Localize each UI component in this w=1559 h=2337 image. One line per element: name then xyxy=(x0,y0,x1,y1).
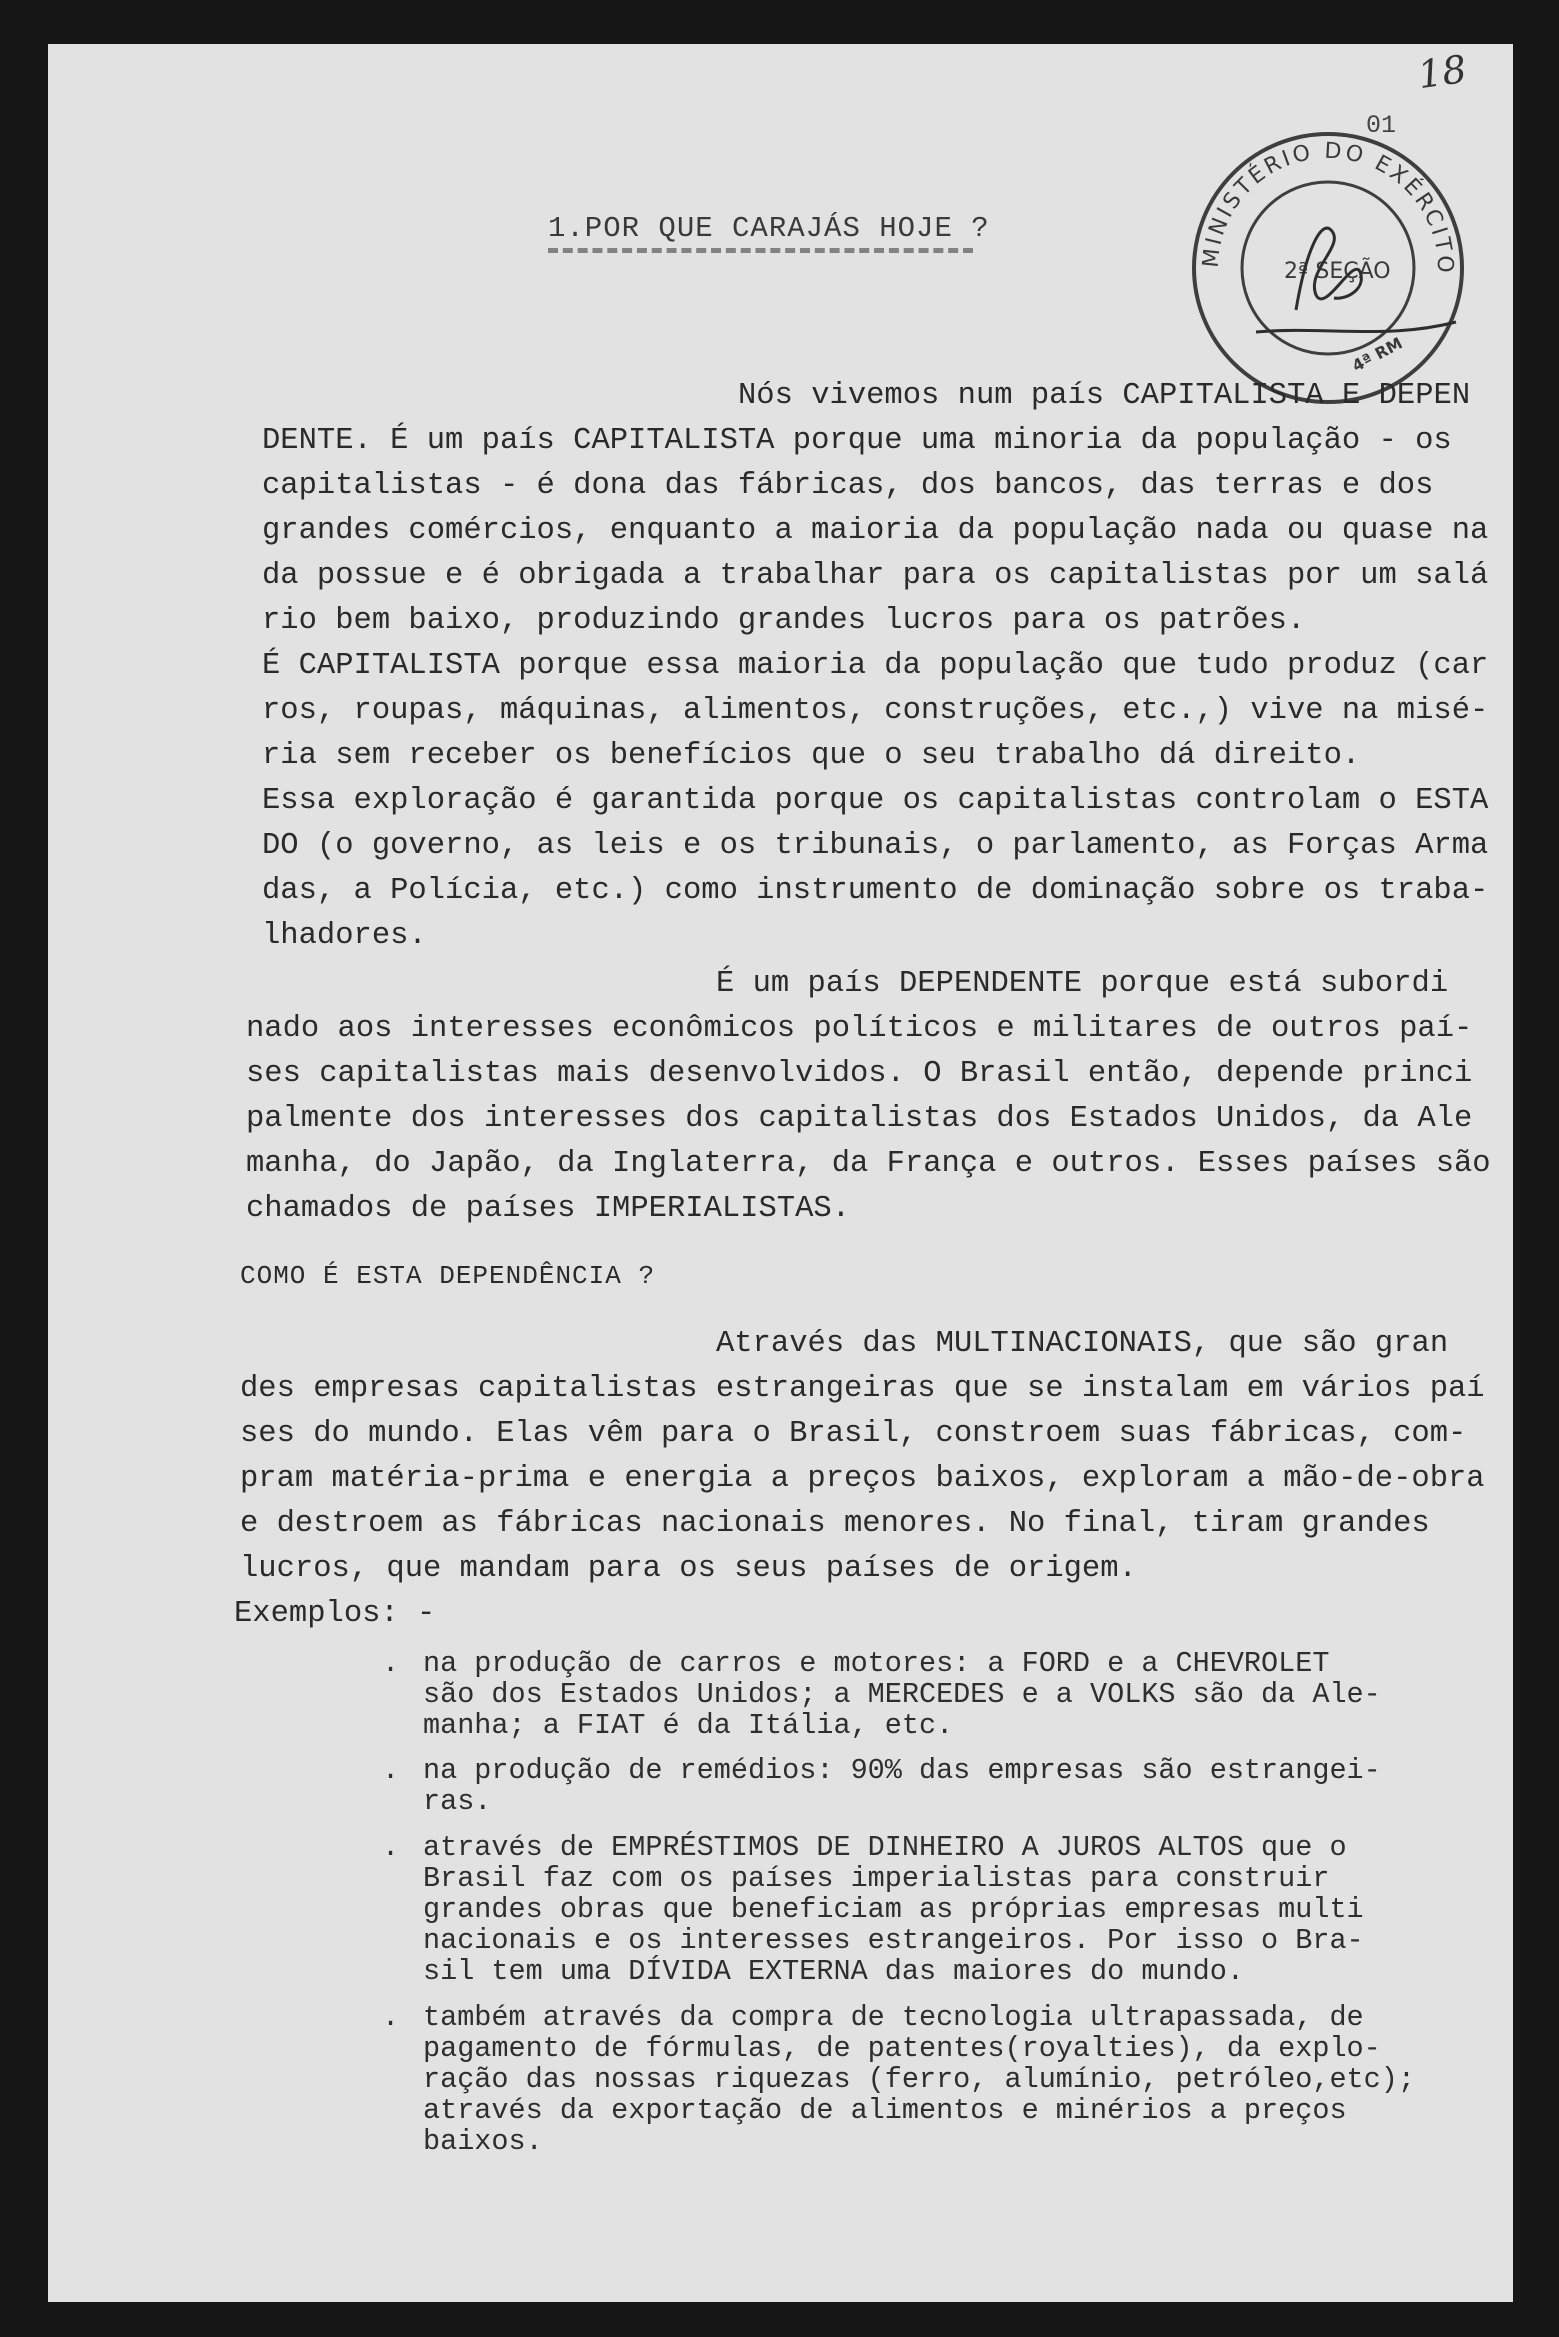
list-item-3-line-4: nacionais e os interesses estrangeiros. Por isso o Bra- xyxy=(423,1924,1364,1957)
list-item-4-line-3: ração das nossas riquezas (ferro, alumínio, petróleo,etc); xyxy=(423,2063,1415,2096)
list-bullet: . xyxy=(382,2001,400,2034)
list-item-1-line-3: manha; a FIAT é da Itália, etc. xyxy=(423,1709,954,1742)
list-item-2-line-1: na produção de remédios: 90% das empresas são estrangei- xyxy=(423,1754,1381,1787)
stamp-signature-underline xyxy=(1256,322,1456,332)
corner-code: 01 xyxy=(1366,111,1397,140)
body-line-16: ses capitalistas mais desenvolvidos. O Brasil então, depende princi xyxy=(246,1057,1473,1091)
title-underline xyxy=(548,248,973,253)
body-line-2: DENTE. É um país CAPITALISTA porque uma minoria da população - os xyxy=(262,424,1452,458)
body-line-14: É um país DEPENDENTE porque está subordi xyxy=(716,967,1449,1001)
stamp-bottom-text: 4ª RM xyxy=(1348,333,1406,376)
list-bullet: . xyxy=(382,1831,400,1864)
list-item-4-line-5: baixos. xyxy=(423,2125,543,2158)
body-line-21: des empresas capitalistas estrangeiras que se instalam em vários paí xyxy=(240,1372,1485,1406)
ministry-stamp xyxy=(1156,100,1496,420)
document-title: 1.POR QUE CARAJÁS HOJE ? xyxy=(548,212,990,245)
body-line-20: Através das MULTINACIONAIS, que são gran xyxy=(716,1327,1449,1361)
document-page xyxy=(48,44,1513,2302)
body-line-1: Nós vivemos num país CAPITALISTA E DEPEN xyxy=(738,379,1471,413)
list-item-1-line-2: são dos Estados Unidos; a MERCEDES e a VOLKS são da Ale- xyxy=(423,1678,1381,1711)
body-line-26: Exemplos: - xyxy=(234,1597,436,1631)
list-bullet: . xyxy=(382,1754,400,1787)
body-line-8: ros, roupas, máquinas, alimentos, construções, etc.,) vive na misé- xyxy=(262,694,1489,728)
stamp-arc-textpath: MINISTÉRIO DO EXÉRCITO xyxy=(1198,138,1458,276)
body-line-18: manha, do Japão, da Inglaterra, da França e outros. Esses países são xyxy=(246,1147,1491,1181)
list-item-1-line-1: na produção de carros e motores: a FORD e a CHEVROLET xyxy=(423,1647,1330,1680)
stamp-center-text: 2ª SEÇÃO xyxy=(1284,259,1391,284)
body-line-3: capitalistas - é dona das fábricas, dos bancos, das terras e dos xyxy=(262,469,1434,503)
list-item-2-line-2: ras. xyxy=(423,1785,492,1818)
list-item-3-line-2: Brasil faz com os países imperialistas para construir xyxy=(423,1862,1330,1895)
body-line-25: lucros, que mandam para os seus países de origem. xyxy=(240,1552,1137,1586)
list-item-4-line-1: também através da compra de tecnologia ultrapassada, de xyxy=(423,2001,1364,2034)
body-line-12: das, a Polícia, etc.) como instrumento de dominação sobre os traba- xyxy=(262,874,1489,908)
handwritten-page-number: 18 xyxy=(1415,46,1470,98)
section-heading: COMO É ESTA DEPENDÊNCIA ? xyxy=(240,1261,656,1291)
body-line-15: nado aos interesses econômicos políticos e militares de outros paí- xyxy=(246,1012,1473,1046)
body-line-10: Essa exploração é garantida porque os capitalistas controlam o ESTA xyxy=(262,784,1489,818)
list-item-3-line-1: através de EMPRÉSTIMOS DE DINHEIRO A JUROS ALTOS que o xyxy=(423,1831,1347,1864)
body-line-17: palmente dos interesses dos capitalistas dos Estados Unidos, da Ale xyxy=(246,1102,1473,1136)
body-line-19: chamados de países IMPERIALISTAS. xyxy=(246,1192,850,1226)
list-bullet: . xyxy=(382,1647,400,1680)
body-line-24: e destroem as fábricas nacionais menores. No final, tiram grandes xyxy=(240,1507,1430,1541)
body-line-9: ria sem receber os benefícios que o seu trabalho dá direito. xyxy=(262,739,1361,773)
body-line-7: É CAPITALISTA porque essa maioria da população que tudo produz (car xyxy=(262,649,1489,683)
body-line-11: DO (o governo, as leis e os tribunais, o parlamento, as Forças Arma xyxy=(262,829,1489,863)
list-item-4-line-2: pagamento de fórmulas, de patentes(royalties), da explo- xyxy=(423,2032,1381,2065)
list-item-3-line-3: grandes obras que beneficiam as próprias empresas multi xyxy=(423,1893,1364,1926)
body-line-23: pram matéria-prima e energia a preços baixos, exploram a mão-de-obra xyxy=(240,1462,1485,1496)
list-item-3-line-5: sil tem uma DÍVIDA EXTERNA das maiores do mundo. xyxy=(423,1955,1244,1988)
body-line-4: grandes comércios, enquanto a maioria da população nada ou quase na xyxy=(262,514,1489,548)
body-line-5: da possue e é obrigada a trabalhar para os capitalistas por um salá xyxy=(262,559,1489,593)
body-line-13: lhadores. xyxy=(262,919,427,953)
body-line-6: rio bem baixo, produzindo grandes lucros para os patrões. xyxy=(262,604,1306,638)
body-line-22: ses do mundo. Elas vêm para o Brasil, constroem suas fábricas, com- xyxy=(240,1417,1467,1451)
list-item-4-line-4: através da exportação de alimentos e minérios a preços xyxy=(423,2094,1347,2127)
